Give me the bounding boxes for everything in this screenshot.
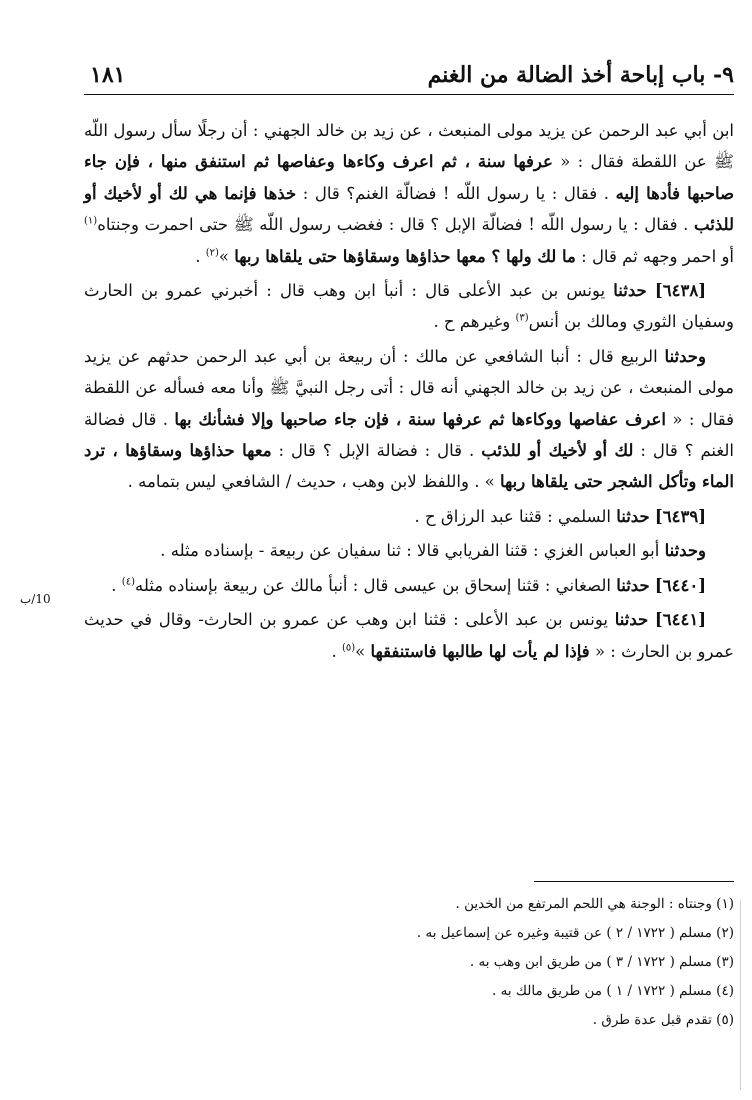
text-run: .	[331, 641, 337, 661]
footnote-ref[interactable]: (٣)	[515, 312, 529, 324]
text-run: »	[355, 641, 366, 661]
hadith-6441	[84, 604, 734, 667]
footnote-ref[interactable]: (٤)	[121, 576, 135, 588]
footnote-5: (٥) تقدم قبل عدة طرق .	[592, 1012, 734, 1028]
text-run: يونس بن عبد الأعلى : قثنا ابن وهب عن عمرو بن الحارث- وقال في حديث عمرو بن الحارث : «	[84, 610, 734, 661]
hadith-6438	[84, 275, 734, 338]
main-text	[84, 115, 734, 670]
hadith-number: [٦٤٤١]	[654, 610, 706, 630]
scan-edge-line	[740, 900, 741, 1090]
quote-bold: لك أو لأخيك أو للذئب	[481, 441, 634, 461]
text-run: » . واللفظ لابن وهب ، حديث / الشافعي ليس بتمامه .	[127, 472, 495, 492]
text-run: الصغاني : قثنا إسحاق بن عيسى قال : أنبأ مالك عن ربيعة بإسناده مثله	[134, 575, 611, 595]
footnote-ref[interactable]: (١)	[84, 215, 98, 227]
footnote-2: (٢) مسلم ( ١٧٢٢ / ٢ ) عن قتيبة وغيره عن إسماعيل به .	[416, 925, 734, 941]
hadith-6440	[84, 570, 734, 601]
hadith-number: [٦٤٣٩]	[654, 506, 706, 526]
quote-bold: ما لك ولها ؟ معها حذاؤها وسقاؤها حتى يلقاها ربها	[234, 246, 576, 266]
running-header	[84, 60, 734, 95]
text-run: »	[218, 246, 230, 266]
quote-bold: عرفها سنة ، ثم اعرف وكاءها وعفاصها ثم استنفق منها ، فإن جاء صاحبها فأدها إليه	[84, 152, 735, 203]
text-run: . فقال : يا رسول اللّه ! فضالّة الإبل ؟ قال : فغضب رسول اللّه ﷺ حتى احمرت وجنتاه	[97, 215, 689, 235]
paragraph-abu-abbas	[84, 535, 734, 566]
text-run: أو احمر وجهه ثم قال :	[581, 246, 734, 266]
hadith-number: [٦٤٣٨]	[654, 281, 706, 301]
paragraph-rabi	[84, 341, 734, 498]
quote-bold: اعرف عفاصها ووكاءها ثم عرفها سنة ، فإن جاء صاحبها وإلا فشأنك بها	[174, 409, 666, 429]
text-run: أبو العباس الغزي : قثنا الفريابي قالا : ثنا سفيان عن ربيعة - بإسناده مثله .	[160, 541, 660, 561]
quote-bold: فإذا لم يأت لها طالبها فاستنفقها	[370, 641, 590, 661]
text-run: وغيرهم ح .	[433, 312, 511, 332]
manuscript-folio-note: 10/ب	[20, 592, 51, 606]
footnote-4: (٤) مسلم ( ١٧٢٢ / ١ ) من طريق مالك به .	[492, 983, 734, 999]
narration-keyword: وحدثنا	[664, 541, 706, 561]
footnotes	[84, 890, 734, 1035]
chapter-title: ٩- باب إباحة أخذ الضالة من الغنم	[427, 62, 734, 88]
hadith-6439	[84, 501, 734, 532]
page-number: ١٨١	[90, 62, 126, 88]
text-run: يونس بن عبد الأعلى قال : أنبأ ابن وهب قال : أخبرني عمرو بن الحارث وسفيان الثوري ومالك بن أنس	[84, 281, 734, 332]
narration-keyword: حدثنا	[616, 506, 650, 526]
narration-keyword: حدثنا	[616, 575, 650, 595]
text-run: السلمي : قثنا عبد الرزاق ح .	[414, 506, 611, 526]
hadith-number: [٦٤٤٠]	[654, 575, 706, 595]
narration-keyword: حدثنا	[613, 281, 647, 301]
text-run: الربيع قال : أنبا الشافعي عن مالك : أن ربيعة بن أبي عبد الرحمن حدثهم عن يزيد مولى المنبعث ، عن زيد بن خالد الجهني أنه قال : أتى رجل النبيَّ ﷺ وأنا معه فسأله عن اللقطة فقال : «	[84, 346, 735, 429]
narration-keyword: حدثنا	[614, 610, 649, 630]
footnote-1: (١) وجنتاه : الوجنة هي اللحم المرتفع من الخدين .	[455, 896, 734, 912]
narration-keyword: وحدثنا	[664, 346, 706, 366]
text-run: . قال فضالة الغنم ؟ قال :	[84, 409, 734, 461]
footnote-separator	[534, 881, 734, 882]
text-run: . قال : فضالة الإبل ؟ قال :	[278, 441, 475, 461]
footnote-3: (٣) مسلم ( ١٧٢٢ / ٣ ) من طريق ابن وهب به .	[469, 954, 734, 970]
text-run: .	[111, 575, 117, 595]
quote-bold: خذها فإنما هي لك أو لأخيك أو للذئب	[84, 183, 734, 235]
footnote-ref[interactable]: (٢)	[205, 247, 219, 259]
footnote-ref[interactable]: (٥)	[341, 642, 356, 653]
text-run: ابن أبي عبد الرحمن عن يزيد مولى المنبعث ، عن زيد بن خالد الجهني : أن رجلًا سأل رسول اللّه ﷺ عن اللقطة فقال : «	[84, 121, 734, 172]
text-run: .	[195, 246, 201, 266]
paragraph-continuation	[84, 115, 734, 272]
text-run: . فقال : يا رسول اللّه ! فضالّة الغنم؟ قال :	[302, 183, 609, 203]
quote-bold: معها حذاؤها وسقاؤها ، ترد الماء وتأكل الشجر حتى يلقاها ربها	[84, 441, 734, 492]
